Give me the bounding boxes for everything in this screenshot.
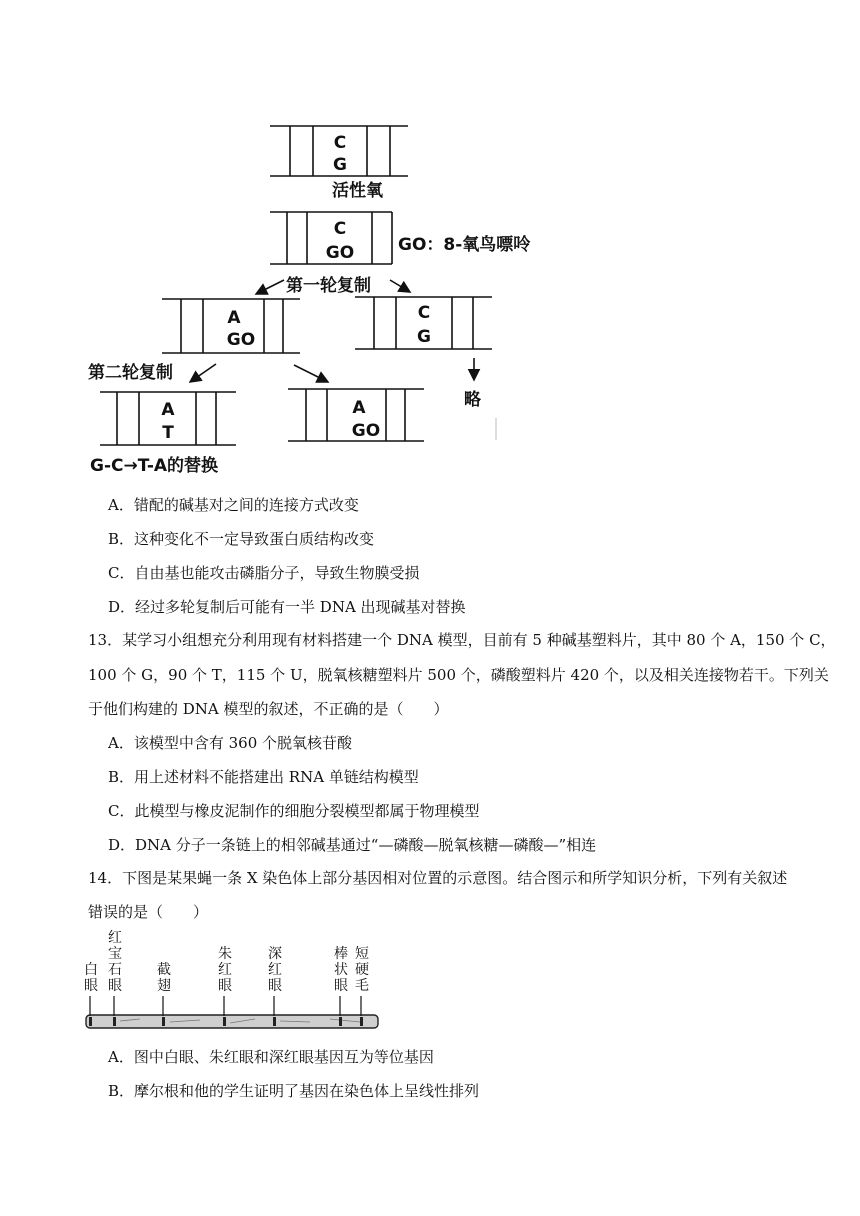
gene-label-1: 红 宝 石 眼 xyxy=(108,930,122,994)
q12-option-c: C．自由基也能攻击磷脂分子，导致生物膜受损 xyxy=(108,564,420,582)
base-bottom-1: G xyxy=(333,155,347,175)
q14-option-b: B．摩尔根和他的学生证明了基因在染色体上呈线性排列 xyxy=(108,1082,480,1100)
base-top-4: C xyxy=(417,303,431,323)
q12-option-a: A．错配的碱基对之间的连接方式改变 xyxy=(108,496,359,514)
q13-option-a: A．该模型中含有 360 个脱氧核苷酸 xyxy=(108,734,353,752)
dna-replication-diagram xyxy=(0,0,860,480)
base-bottom-2: GO xyxy=(325,243,355,263)
gene-label-3: 朱 红 眼 xyxy=(218,946,232,994)
omitted-label: 略 xyxy=(464,390,481,410)
base-top-6: A xyxy=(352,398,366,418)
arrow-second-right xyxy=(294,365,328,382)
base-bottom-6: GO xyxy=(351,421,381,441)
gene-tick-lines xyxy=(80,996,390,1016)
q14-option-a: A．图中白眼、朱红眼和深红眼基因互为等位基因 xyxy=(108,1048,434,1066)
base-bottom-4: G xyxy=(417,327,431,347)
q12-option-d: D．经过多轮复制后可能有一半 DNA 出现碱基对替换 xyxy=(108,598,466,616)
q13-stem-line-1: 13．某学习小组想充分利用现有材料搭建一个 DNA 模型，目前有 5 种碱基塑料片，其中 80 个 A，150 个 C， xyxy=(88,631,836,649)
base-top-3: A xyxy=(227,308,241,328)
q13-option-d: D．DNA 分子一条链上的相邻碱基通过“—磷酸—脱氧核糖—磷酸—”相连 xyxy=(108,836,597,854)
arrow-left xyxy=(256,280,284,294)
q14-stem-line-2: 错误的是（ ） xyxy=(88,903,209,921)
gene-label-4: 深 红 眼 xyxy=(268,946,282,994)
gene-label-0: 白 眼 xyxy=(84,962,98,994)
arrow-right xyxy=(390,280,410,292)
base-top-1: C xyxy=(333,133,347,153)
arrow-second-left xyxy=(190,364,216,382)
base-top-2: C xyxy=(333,219,347,239)
q13-stem-line-3: 于他们构建的 DNA 模型的叙述，不正确的是（ ） xyxy=(88,700,449,718)
q13-stem-line-2: 100 个 G，90 个 T，115 个 U，脱氧核糖塑料片 500 个，磷酸塑料片 420 个，以及相关连接物若干。下列关 xyxy=(88,666,829,684)
q12-option-b: B．这种变化不一定导致蛋白质结构改变 xyxy=(108,530,375,548)
base-top-5: A xyxy=(161,400,175,420)
first-round-label: 第一轮复制 xyxy=(286,276,371,296)
substitution-label: G-C→T-A的替换 xyxy=(90,456,219,476)
base-bottom-3: GO xyxy=(226,330,256,350)
go-note: GO：8-氧鸟嘌呤 xyxy=(398,235,531,255)
q13-option-c: C．此模型与橡皮泥制作的细胞分裂模型都属于物理模型 xyxy=(108,802,480,820)
second-round-label: 第二轮复制 xyxy=(88,363,173,383)
base-bottom-5: T xyxy=(162,423,174,443)
active-oxygen-label: 活性氧 xyxy=(332,181,383,201)
gene-label-6: 短 硬 毛 xyxy=(355,946,369,994)
q13-option-b: B．用上述材料不能搭建出 RNA 单链结构模型 xyxy=(108,768,419,786)
gene-label-5: 棒 状 眼 xyxy=(334,946,348,994)
gene-label-2: 截 翅 xyxy=(157,962,171,994)
q14-stem-line-1: 14．下图是某果蝇一条 X 染色体上部分基因相对位置的示意图。结合图示和所学知识分析，下列有关叙述 xyxy=(88,869,788,887)
